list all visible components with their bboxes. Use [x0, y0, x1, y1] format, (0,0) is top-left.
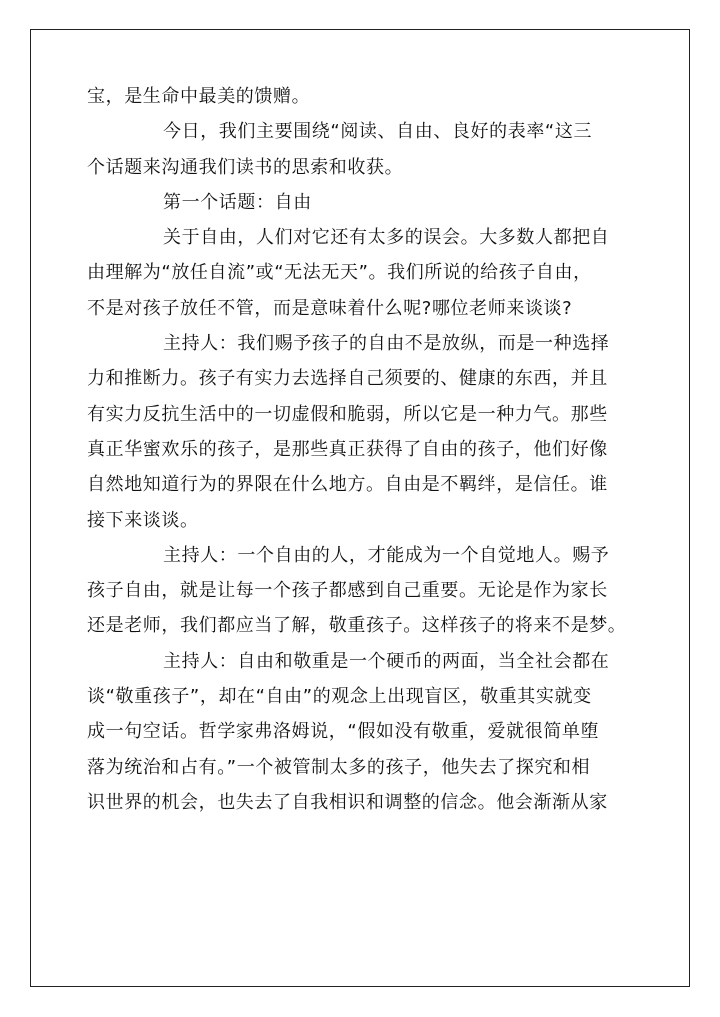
document-body	[87, 88, 632, 829]
text-line: 谈“敬重孩子”，却在“自由”的观念上出现盲区，敬重其实就变	[87, 686, 592, 708]
text-line: 主持人：一个自由的人，才能成为一个自觉地人。赐予	[163, 544, 610, 566]
text-line: 孩子自由，就是让每一个孩子都感到自己重要。无论是作为家长	[87, 580, 608, 602]
text-line: 自然地知道行为的界限在什么地方。自由是不羁绊，是信任。谁	[87, 474, 608, 496]
text-line: 主持人：自由和敬重是一个硬币的两面，当全社会都在	[163, 650, 610, 672]
text-line: 接下来谈谈。	[87, 509, 199, 531]
text-line: 真正华蜜欢乐的孩子，是那些真正获得了自由的孩子，他们好像	[87, 438, 608, 460]
text-line: 主持人：我们赐予孩子的自由不是放纵，而是一种选择	[163, 333, 610, 355]
text-line: 识世界的机会，也失去了自我相识和调整的信念。他会渐渐从家	[87, 791, 608, 813]
text-line: 还是老师，我们都应当了解，敬重孩子。这样孩子的将来不是梦。	[87, 615, 627, 637]
text-line: 力和推断力。孩子有实力去选择自己须要的、健康的东西，并且	[87, 368, 608, 390]
text-line: 个话题来沟通我们读书的思索和收获。	[87, 156, 404, 178]
text-line: 落为统治和占有。”一个被管制太多的孩子，他失去了探究和相	[87, 756, 591, 778]
text-line: 有实力反抗生活中的一切虚假和脆弱，所以它是一种力气。那些	[87, 403, 608, 425]
text-line: 宝，是生命中最美的馈赠。	[87, 86, 311, 107]
text-line: 今日，我们主要围绕“阅读、自由、良好的表率“这三	[163, 121, 593, 143]
text-line: 关于自由，人们对它还有太多的误会。大多数人都把自	[163, 227, 610, 249]
text-line: 不是对孩子放任不管，而是意味着什么呢?哪位老师来谈谈?	[87, 297, 573, 319]
section-heading: 第一个话题：自由	[163, 191, 312, 213]
text-line: 由理解为“放任自流”或“无法无天”。我们所说的给孩子自由，	[87, 262, 592, 284]
text-line: 成一句空话。哲学家弗洛姆说，“假如没有敬重，爱就很简单堕	[87, 721, 600, 743]
